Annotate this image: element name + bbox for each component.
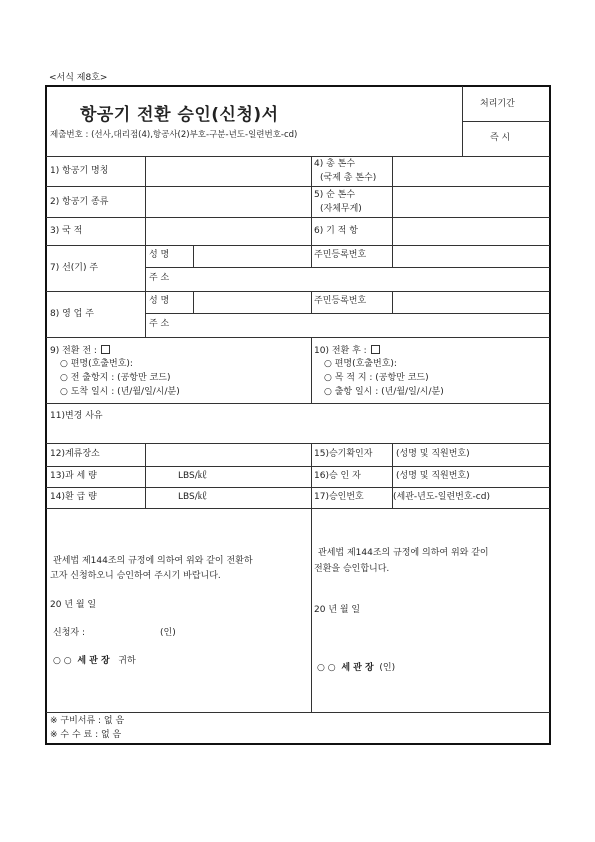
applicant-seal: (인) — [160, 628, 176, 638]
total-tonnage-sublabel: (국제 총 톤수) — [320, 173, 377, 183]
owner-reg-no-field[interactable] — [394, 247, 548, 265]
change-reason-label: 11)변경 사유 — [50, 411, 103, 421]
operator-label: 8) 영 업 주 — [50, 309, 94, 319]
total-tonnage-label: 4) 총 톤수 — [314, 159, 356, 169]
after-destination-label: ○ 목 적 지 : (공항만 코드) — [324, 373, 429, 383]
home-port-label: 6) 기 적 항 — [314, 226, 358, 236]
refund-amount-label: 14)환 급 량 — [50, 492, 97, 502]
taxable-amount-label: 13)과 세 량 — [50, 471, 97, 481]
before-arrival-label: ○ 도착 일시 : (년/월/일/시/분) — [60, 387, 180, 397]
owner-label: 7) 선(기) 주 — [50, 263, 99, 273]
fee-note: ※ 수 수 료 : 없 음 — [50, 730, 122, 740]
operator-address-field[interactable] — [180, 315, 548, 335]
approval-number-label: 17)승인번호 — [314, 492, 364, 502]
net-tonnage-label: 5) 순 톤수 — [314, 190, 356, 200]
aircraft-name-field[interactable] — [147, 158, 309, 184]
approval-statement-line2: 전환을 승인합니다. — [314, 564, 390, 574]
application-date: 20 년 월 일 — [50, 600, 97, 610]
approver-confirm-hint: (성명 및 직원번호) — [396, 449, 470, 459]
operator-address-label: 주 소 — [149, 319, 170, 329]
form-title: 항공기 전환 승인(신청)서 — [80, 105, 279, 125]
addressee: ○ ○ 세 관 장 귀하 — [53, 656, 136, 666]
before-flight-label: ○ 편명(호출번호): — [60, 359, 133, 369]
nationality-label: 3) 국 적 — [50, 226, 83, 236]
refund-unit: LBS/㎘ — [178, 492, 207, 502]
net-tonnage-sublabel: (자체무게) — [320, 204, 362, 214]
after-checkbox[interactable] — [371, 345, 380, 354]
taxable-unit: LBS/㎘ — [178, 471, 207, 481]
home-port-field[interactable] — [394, 219, 548, 243]
total-tonnage-field[interactable] — [394, 158, 548, 184]
application-statement-line2: 고자 신청하오니 승인하여 주시기 바랍니다. — [50, 571, 221, 581]
after-flight-label: ○ 편명(호출번호): — [324, 359, 397, 369]
before-checkbox[interactable] — [101, 345, 110, 354]
owner-address-field[interactable] — [180, 269, 548, 289]
processing-period-value: 즉 시 — [490, 133, 511, 143]
after-departure-label: ○ 출항 일시 : (년/월/일/시/분) — [324, 387, 444, 397]
operator-reg-no-label: 주민등록번호 — [314, 296, 367, 306]
before-previous-port-label: ○ 전 출항지 : (공항만 코드) — [60, 373, 171, 383]
approver-hint: (성명 및 직원번호) — [396, 471, 470, 481]
operator-name-field[interactable] — [195, 293, 309, 311]
change-reason-field[interactable] — [120, 405, 548, 441]
owner-name-label: 성 명 — [149, 250, 170, 260]
approval-number-hint: (세관-년도-일련번호-cd) — [393, 492, 490, 502]
applicant-label: 신청자 : — [53, 628, 85, 638]
required-documents-note: ※ 구비서류 : 없 음 — [50, 716, 125, 726]
aircraft-type-label: 2) 항공기 종류 — [50, 197, 109, 207]
operator-reg-no-field[interactable] — [394, 293, 548, 311]
owner-name-field[interactable] — [195, 247, 309, 265]
nationality-field[interactable] — [147, 219, 309, 243]
owner-reg-no-label: 주민등록번호 — [314, 250, 367, 260]
approval-date: 20 년 월 일 — [314, 605, 361, 615]
owner-address-label: 주 소 — [149, 273, 170, 283]
approver-confirm-label: 15)승기확인자 — [314, 449, 373, 459]
net-tonnage-field[interactable] — [394, 188, 548, 215]
submission-number: 제출번호 : (선사,대리점(4),항공사(2)부호-구분-년도-일련번호-cd) — [50, 130, 298, 140]
before-conversion-heading: 9) 전환 전 : — [50, 345, 110, 356]
approval-statement-line1: 관세법 제144조의 규정에 의하여 위와 같이 — [318, 548, 489, 558]
approver-label: 16)승 인 자 — [314, 471, 361, 481]
form-number-label: <서식 제8호> — [49, 73, 108, 83]
application-statement-line1: 관세법 제144조의 규정에 의하여 위와 같이 전환하 — [53, 556, 253, 566]
aircraft-name-label: 1) 항공기 명칭 — [50, 166, 109, 176]
mooring-place-label: 12)계류장소 — [50, 449, 100, 459]
after-conversion-heading: 10) 전환 후 : — [314, 345, 380, 356]
processing-period-label: 처리기간 — [480, 99, 515, 109]
customs-director-signature: ○ ○ 세 관 장 (인) — [317, 663, 396, 673]
operator-name-label: 성 명 — [149, 296, 170, 306]
aircraft-type-field[interactable] — [147, 188, 309, 215]
